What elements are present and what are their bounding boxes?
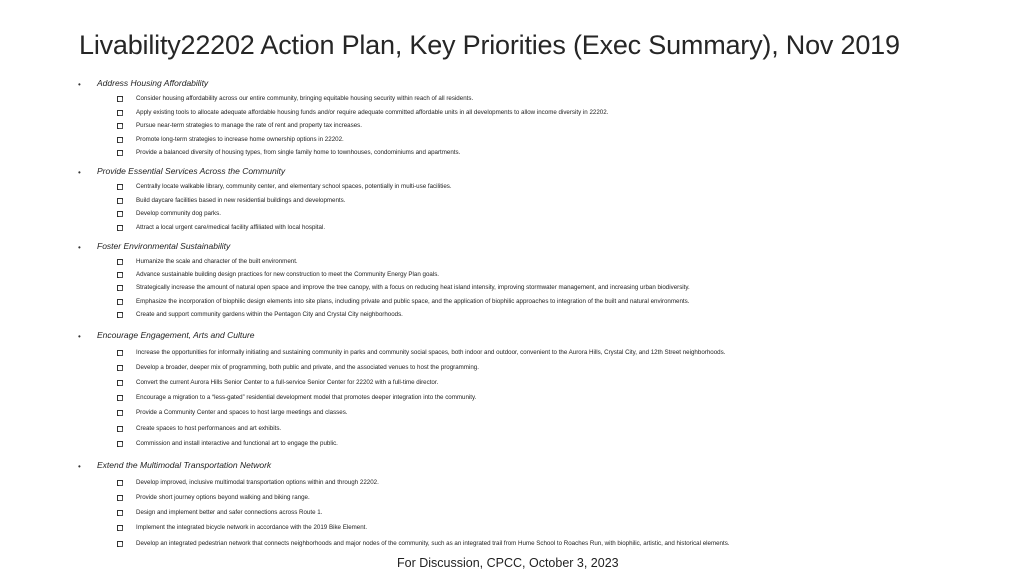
slide-footer: For Discussion, CPCC, October 3, 2023 [397,556,619,570]
checkbox-bullet-icon [117,272,123,278]
list-item [0,424,1024,436]
list-item-text: Provide short journey options beyond walking and biking range. [136,494,310,501]
list-item-text: Apply existing tools to allocate adequate affordable housing funds and/or require adequate committed affordable units in all developments to allow income diversity in 22202. [136,109,609,116]
list-item-text: Convert the current Aurora Hills Senior Center to a full-service Senior Center for 22202 with a full-time director. [136,379,439,386]
list-item-text: Provide a balanced diversity of housing types, from single family home to townhouses, condominiums and apartments. [136,149,461,156]
list-item-text: Increase the opportunities for informally initiating and sustaining community in parks and community social spaces, both indoor and outdoor, convenient to the Aurora Hills, Crystal City, and 12th Street neighborhoods. [136,349,726,356]
checkbox-bullet-icon [117,110,123,116]
list-item [0,539,1024,551]
checkbox-bullet-icon [117,365,123,371]
bullet-dot-icon: • [78,332,81,341]
checkbox-bullet-icon [117,510,123,516]
list-item [0,209,1024,221]
list-item-text: Consider housing affordability across our entire community, bringing equitable housing security within reach of all residents. [136,95,474,102]
list-item [0,297,1024,309]
list-item [0,508,1024,520]
section-services [0,166,1024,231]
checkbox-bullet-icon [117,285,123,291]
list-item [0,196,1024,208]
list-item-text: Attract a local urgent care/medical facility affiliated with local hospital. [136,224,326,231]
checkbox-bullet-icon [117,259,123,265]
list-item [0,108,1024,120]
list-item [0,148,1024,160]
checkbox-bullet-icon [117,211,123,217]
section-heading: Foster Environmental Sustainability [97,241,231,251]
checkbox-bullet-icon [117,312,123,318]
list-item [0,135,1024,147]
list-item [0,523,1024,535]
checkbox-bullet-icon [117,198,123,204]
checkbox-bullet-icon [117,299,123,305]
list-item [0,94,1024,106]
section-transportation [0,460,1024,547]
section-header [0,241,1024,255]
list-item [0,121,1024,133]
section-heading: Extend the Multimodal Transportation Network [97,460,272,470]
list-item [0,378,1024,390]
bullet-dot-icon: • [78,80,81,89]
section-engagement [0,330,1024,447]
checkbox-bullet-icon [117,380,123,386]
list-item-text: Pursue near-term strategies to manage the rate of rent and property tax increases. [136,122,362,129]
checkbox-bullet-icon [117,495,123,501]
checkbox-bullet-icon [117,123,123,129]
list-item-text: Develop an integrated pedestrian network that connects neighborhoods and major nodes of the community, such as an integrated trail from Hume School to Roaches Run, with biophilic, artistic, and historical elements. [136,540,730,547]
section-heading: Provide Essential Services Across the Community [97,166,286,176]
section-header [0,460,1024,474]
checkbox-bullet-icon [117,350,123,356]
list-item-text: Create spaces to host performances and art exhibits. [136,425,282,432]
section-heading: Encourage Engagement, Arts and Culture [97,330,255,340]
list-item [0,493,1024,505]
list-item [0,408,1024,420]
list-item-text: Implement the integrated bicycle network in accordance with the 2019 Bike Element. [136,524,368,531]
bullet-dot-icon: • [78,168,81,177]
checkbox-bullet-icon [117,525,123,531]
list-item-text: Advance sustainable building design practices for new construction to meet the Community Energy Plan goals. [136,271,440,278]
checkbox-bullet-icon [117,441,123,447]
checkbox-bullet-icon [117,480,123,486]
list-item [0,478,1024,490]
checkbox-bullet-icon [117,137,123,143]
list-item-text: Centrally locate walkable library, community center, and elementary school spaces, potentially in multi-use facilities. [136,183,452,190]
list-item [0,439,1024,451]
list-item-text: Design and implement better and safer connections across Route 1. [136,509,323,516]
list-item [0,363,1024,375]
list-item-text: Humanize the scale and character of the built environment. [136,258,298,265]
list-item [0,270,1024,282]
list-item [0,283,1024,295]
checkbox-bullet-icon [117,541,123,547]
list-item-text: Build daycare facilities based in new residential buildings and developments. [136,197,346,204]
list-item-text: Strategically increase the amount of natural open space and improve the tree canopy, with a focus on reducing heat island intensity, improving stormwater management, and increasing urban biodiversity. [136,284,690,291]
list-item [0,393,1024,405]
section-header [0,166,1024,180]
checkbox-bullet-icon [117,410,123,416]
checkbox-bullet-icon [117,184,123,190]
bullet-dot-icon: • [78,243,81,252]
section-header [0,78,1024,92]
list-item-text: Provide a Community Center and spaces to host large meetings and classes. [136,409,348,416]
list-item [0,223,1024,235]
list-item [0,348,1024,360]
list-item-text: Develop a broader, deeper mix of programming, both public and private, and the associated venues to host the programming. [136,364,479,371]
bullet-dot-icon: • [78,462,81,471]
checkbox-bullet-icon [117,225,123,231]
page-title: Livability22202 Action Plan, Key Priorities (Exec Summary), Nov 2019 [79,30,900,60]
list-item [0,257,1024,269]
list-item-text: Encourage a migration to a “less-gated” residential development model that promotes deeper integration into the community. [136,394,477,401]
checkbox-bullet-icon [117,150,123,156]
section-header [0,330,1024,344]
list-item-text: Develop community dog parks. [136,210,221,217]
list-item [0,310,1024,322]
section-environment [0,241,1024,318]
checkbox-bullet-icon [117,96,123,102]
list-item [0,182,1024,194]
section-housing [0,78,1024,156]
list-item-text: Emphasize the incorporation of biophilic design elements into site plans, including private and public space, and the application of biophilic approaches to integration of the built and natural environments. [136,298,690,305]
list-item-text: Create and support community gardens within the Pentagon City and Crystal City neighborhoods. [136,311,403,318]
checkbox-bullet-icon [117,426,123,432]
list-item-text: Promote long-term strategies to increase home ownership options in 22202. [136,136,344,143]
section-heading: Address Housing Affordability [97,78,209,88]
checkbox-bullet-icon [117,395,123,401]
list-item-text: Commission and install interactive and functional art to engage the public. [136,440,338,447]
list-item-text: Develop improved, inclusive multimodal transportation options within and through 22202. [136,479,379,486]
